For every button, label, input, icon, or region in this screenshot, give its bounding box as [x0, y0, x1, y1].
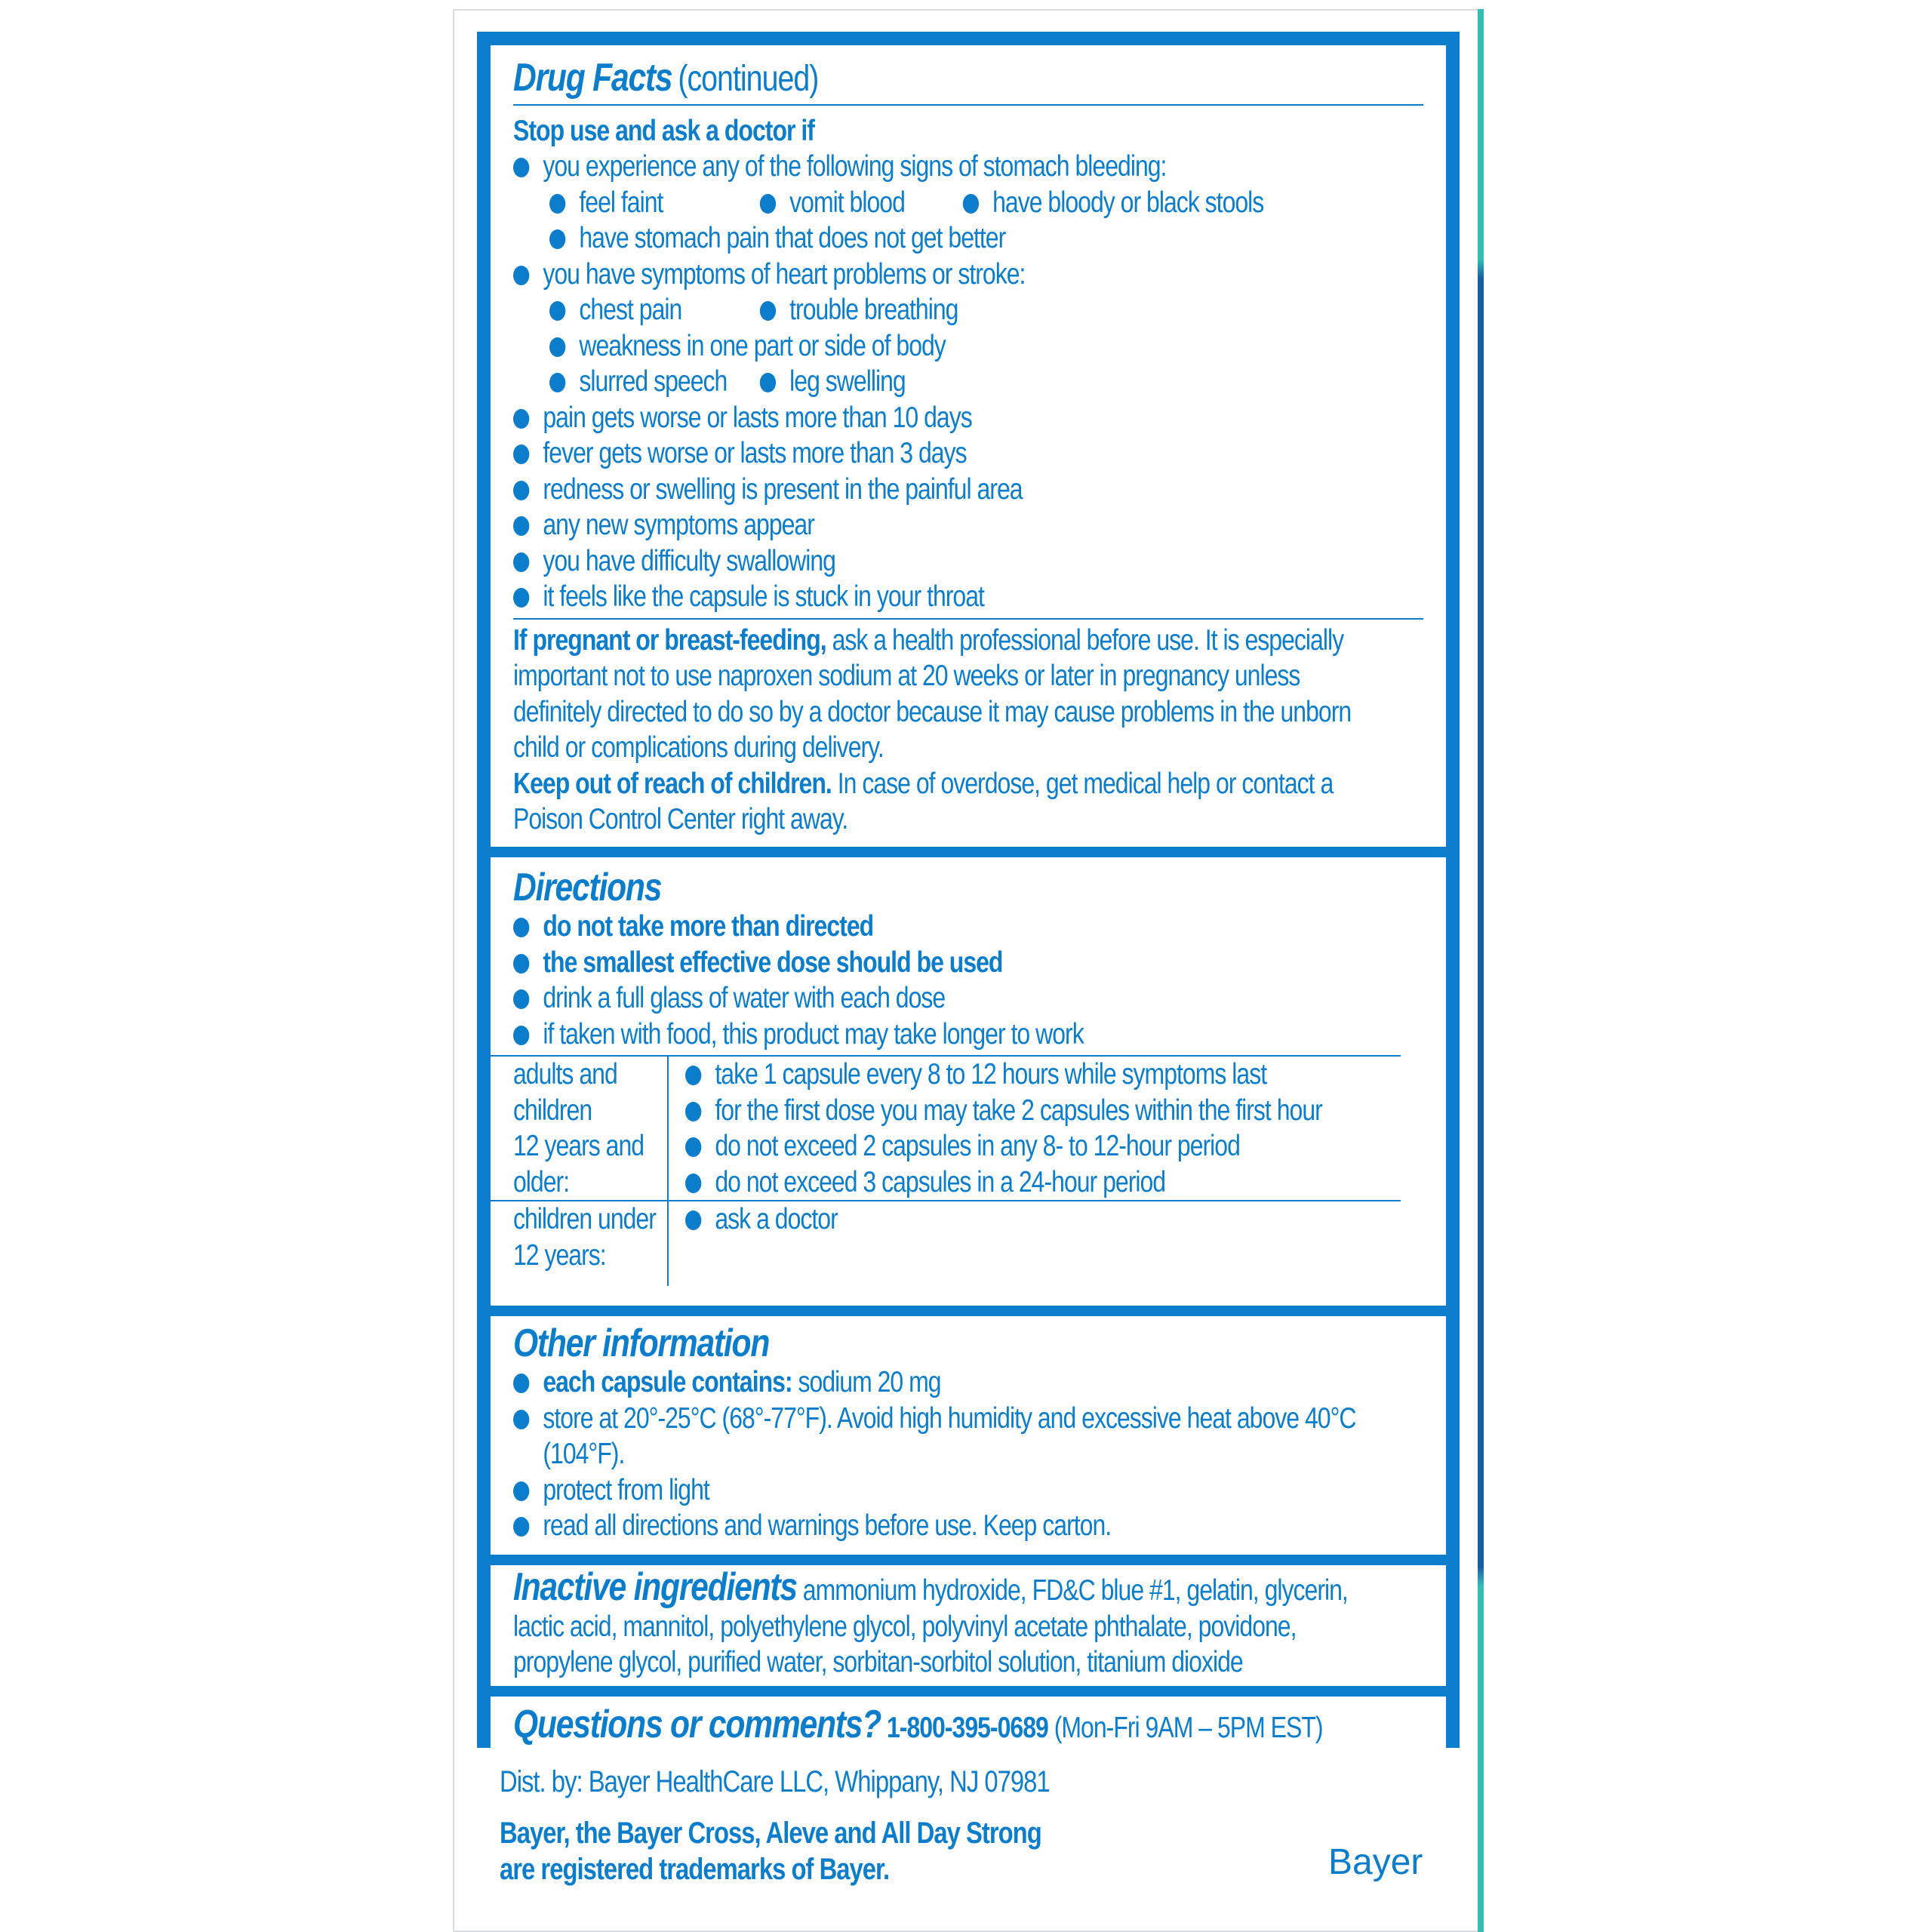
list-item: take 1 capsule every 8 to 12 hours while symptoms last — [685, 1057, 1492, 1093]
divider — [513, 618, 1423, 620]
carton-edge-stripe — [1478, 9, 1484, 1932]
questions-title: Questions or comments? — [513, 1703, 881, 1746]
adults-label — [491, 1057, 669, 1200]
capsule-value: sodium 20 mg — [798, 1366, 941, 1398]
directions-title: Directions — [513, 866, 662, 909]
drug-facts-continued: (continued) — [678, 59, 819, 99]
list-item: slurred speech — [549, 364, 760, 400]
other-information-box — [491, 1316, 1446, 1555]
list-item: store at 20°-25°C (68°-77°F). Avoid high humidity and excessive heat above 40°C — [513, 1401, 1454, 1437]
inactive-text: ammonium hydroxide, FD&C blue #1, gelatin, glycerin, — [802, 1574, 1348, 1607]
adults-label-line: adults and — [513, 1058, 617, 1091]
list-item: protect from light — [513, 1472, 1454, 1509]
trademark-line: Bayer, the Bayer Cross, Aleve and All Day Strong — [500, 1817, 1041, 1850]
drug-facts-header — [513, 56, 1423, 100]
adults-label-line: older: — [513, 1165, 570, 1198]
heart-signs-row — [549, 364, 1460, 400]
list-item-continued: (104°F). — [543, 1438, 625, 1470]
questions-box — [491, 1697, 1446, 1763]
divider — [513, 104, 1423, 106]
stop-use-heading: Stop use and ask a doctor if — [513, 114, 814, 147]
list-item: weakness in one part or side of body — [549, 328, 1490, 365]
inactive-ingredients-box — [491, 1565, 1446, 1686]
heart-intro: you have symptoms of heart problems or stroke: — [513, 257, 1454, 293]
list-item: do not take more than directed — [513, 909, 1454, 945]
children-instructions — [669, 1201, 1401, 1286]
list-item: read all directions and warnings before use. Keep carton. — [513, 1508, 1454, 1544]
drug-facts-title: Drug Facts — [513, 56, 672, 100]
drug-facts-continued-box — [491, 45, 1446, 847]
keep-out-text: In case of overdose, get medical help or contact a — [837, 767, 1334, 800]
adults-dosage-row — [491, 1055, 1401, 1200]
pregnant-text: definitely directed to do so by a doctor because it may cause problems in the unborn — [513, 695, 1352, 728]
pregnant-lead: If pregnant or breast-feeding, — [513, 623, 826, 657]
stomach-intro: you experience any of the following signs of stomach bleeding: — [513, 149, 1454, 185]
heart-signs-row — [549, 292, 1460, 328]
list-item: do not exceed 3 capsules in a 24-hour period — [685, 1164, 1492, 1201]
adults-label-line: children — [513, 1094, 592, 1127]
questions-hours: (Mon-Fri 9AM – 5PM EST) — [1054, 1712, 1323, 1744]
questions-line — [513, 1703, 1423, 1746]
inactive-text: propylene glycol, purified water, sorbitan-sorbitol solution, titanium dioxide — [513, 1646, 1243, 1678]
inactive-title: Inactive ingredients — [513, 1565, 797, 1609]
list-item: you have difficulty swallowing — [513, 543, 1454, 580]
other-information-title: Other information — [513, 1321, 770, 1365]
keep-out-warning — [513, 766, 1423, 802]
list-item: for the first dose you may take 2 capsules within the first hour — [685, 1093, 1492, 1129]
list-item: redness or swelling is present in the painful area — [513, 472, 1454, 508]
children-label — [491, 1201, 669, 1286]
questions-phone: 1-800-395-0689 — [886, 1712, 1048, 1744]
list-item: fever gets worse or lasts more than 3 days — [513, 435, 1454, 472]
pregnant-text: ask a health professional before use. It is especially — [832, 623, 1344, 657]
carton-footer — [500, 1760, 1435, 1887]
list-item: drink a full glass of water with each dose — [513, 980, 1454, 1017]
directions-box — [491, 857, 1446, 1306]
trademark-line: are registered trademarks of Bayer. — [500, 1852, 890, 1886]
inactive-line — [513, 1565, 1423, 1609]
list-item: have stomach pain that does not get better — [549, 220, 1490, 257]
list-item: pain gets worse or lasts more than 10 days — [513, 400, 1454, 436]
list-item: leg swelling — [760, 364, 906, 400]
list-item: any new symptoms appear — [513, 507, 1454, 543]
children-label-line: 12 years: — [513, 1238, 606, 1272]
keep-out-lead: Keep out of reach of children. — [513, 767, 832, 800]
bayer-wordmark: Bayer — [1328, 1842, 1423, 1882]
pregnant-text: important not to use naproxen sodium at 20 weeks or later in pregnancy unless — [513, 660, 1300, 692]
list-item: do not exceed 2 capsules in any 8- to 12-hour period — [685, 1128, 1492, 1164]
stomach-signs-row — [549, 185, 1460, 221]
drug-facts-panel — [477, 32, 1460, 1748]
list-item: feel faint — [549, 185, 760, 221]
pregnant-warning — [513, 623, 1423, 659]
inactive-text: lactic acid, mannitol, polyethylene glycol, polyvinyl acetate phthalate, povidone, — [513, 1610, 1297, 1643]
list-item: vomit blood — [760, 185, 963, 221]
list-item — [513, 1364, 1454, 1401]
capsule-lead: each capsule contains: — [543, 1366, 792, 1398]
pregnant-text: child or complications during delivery. — [513, 731, 884, 764]
children-dosage-row — [491, 1200, 1401, 1286]
list-item: ask a doctor — [685, 1201, 1431, 1238]
adults-label-line: 12 years and — [513, 1130, 645, 1162]
distributor-line: Dist. by: Bayer HealthCare LLC, Whippany, NJ 07981 — [500, 1765, 1050, 1798]
list-item: it feels like the capsule is stuck in your throat — [513, 579, 1454, 615]
list-item: have bloody or black stools — [963, 185, 1264, 221]
adults-instructions — [669, 1057, 1462, 1200]
children-label-line: children under — [513, 1203, 656, 1235]
list-item: the smallest effective dose should be used — [513, 945, 1454, 981]
list-item: trouble breathing — [760, 292, 958, 328]
list-item: chest pain — [549, 292, 760, 328]
list-item: if taken with food, this product may take longer to work — [513, 1017, 1454, 1053]
keep-out-text: Poison Control Center right away. — [513, 803, 848, 835]
